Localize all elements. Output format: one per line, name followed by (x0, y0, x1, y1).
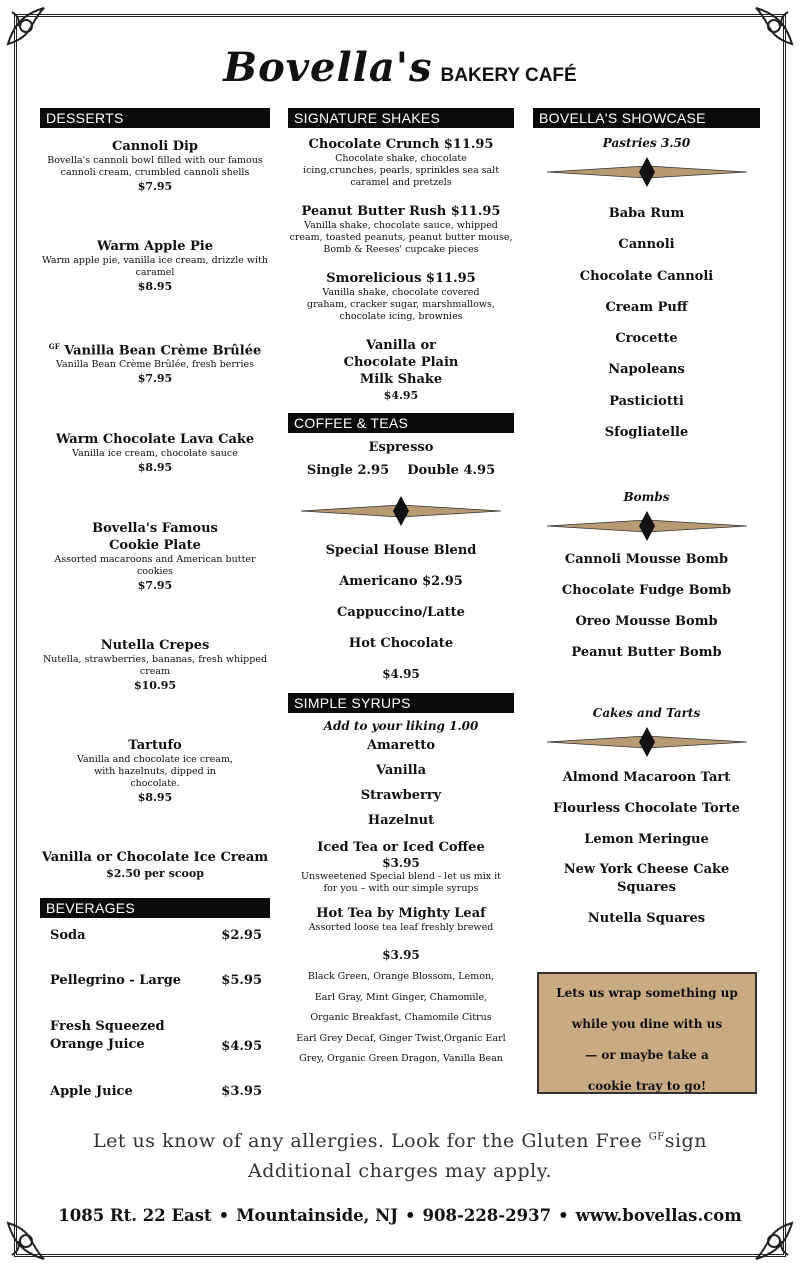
desserts-column (40, 108, 270, 881)
pastry-item: Crocette (615, 331, 678, 347)
bomb-item: Cannoli Mousse Bomb (564, 552, 729, 568)
coffee-item: Special House Blend (325, 543, 477, 558)
espresso-prices: Single 2.95 Double 4.95 (306, 463, 496, 478)
cake-item: New York Cheese Cake Squares (563, 862, 730, 896)
coffee-item: Hot Chocolate (348, 636, 454, 651)
syrup-item: Vanilla (375, 763, 426, 778)
beverage-row: Apple Juice $3.95 (50, 1084, 262, 1099)
cakes-label: Cakes and Tarts (592, 706, 701, 721)
menu-item: Smorelicious $11.95 Vanilla shake, chocolate covered graham, cracker sugar, marshmallows, chocolate icing, brownies (307, 271, 495, 322)
menu-item: Peanut Butter Rush $11.95 Vanilla shake, chocolate sauce, whipped cream, toasted peanuts, peanut butter mouse, Bomb & Reeses' cupcake pieces (289, 204, 513, 255)
beverage-row: Fresh Squeezed Orange Juice $4.95 (50, 1019, 262, 1054)
desserts-header: DESSERTS (40, 108, 270, 128)
shakes-header: SIGNATURE SHAKES (288, 108, 514, 128)
syrups-note: Add to your liking 1.00 (323, 719, 479, 733)
page-title (0, 44, 800, 91)
beverage-row: Pellegrino - Large $5.95 (50, 973, 262, 988)
cake-item: Nutella Squares (587, 911, 706, 927)
menu-item: Chocolate Crunch $11.95 Chocolate shake, chocolate icing,crunches, pearls, sprinkles sea salt caramel and pretzels (302, 137, 500, 188)
beverage-row: Soda $2.95 (50, 928, 262, 943)
coffee-item: Cappuccino/Latte (337, 605, 465, 620)
pastry-item: Baba Rum (608, 206, 685, 221)
showcase-header: BOVELLA'S SHOWCASE (533, 108, 760, 128)
pastry-item: Pasticiotti (609, 393, 684, 409)
menu-item: Vanilla or Chocolate Plain Milk Shake $4.95 (343, 338, 459, 402)
charges-note: Additional charges may apply. (247, 1160, 553, 1182)
diamond-divider-icon (547, 724, 747, 760)
menu-item: Hot Tea by Mighty Leaf Assorted loose tea leaf freshly brewed $3.95 Black Green, Orange Blossom, Lemon, Earl Gray, Mint Ginger, Chamomile, Organic Breakfast, Chamomile Citrus Earl Grey Decaf, Ginger Twist,Organic Earl Grey, Organic Green Dragon, Vanilla Bean (296, 906, 506, 1064)
corner-ornament-icon (4, 1219, 48, 1263)
cake-item: Lemon Meringue (584, 832, 709, 848)
cake-item: Almond Macaroon Tart (562, 770, 731, 786)
coffee-header: COFFEE & TEAS (288, 413, 514, 433)
wrap-promo-box: Lets us wrap something up while you dine with us — or maybe take a cookie tray to go! (537, 972, 757, 1094)
coffee-item: Americano $2.95 (339, 574, 463, 589)
menu-item: $^{GF}$ Vanilla Bean Crème Brûlée Vanilla Bean Crème Brûlée, fresh berries $7.95 (48, 342, 262, 386)
allergy-note: Let us know of any allergies. Look for the Gluten Free $^{GF}$sign (93, 1130, 707, 1152)
syrup-item: Hazelnut (367, 813, 435, 828)
gluten-free-badge: GF (648, 1131, 665, 1143)
pastry-item: Cream Puff (605, 299, 688, 315)
menu-item: Cannoli Dip Bovella's cannoli bowl filled with our famous cannoli cream, crumbled cannoli shells $7.95 (47, 139, 263, 193)
gluten-free-badge: GF (48, 342, 60, 351)
bomb-item: Oreo Mousse Bomb (575, 614, 718, 630)
corner-ornament-icon (752, 4, 796, 48)
bomb-item: Chocolate Fudge Bomb (561, 583, 732, 599)
menu-item: Warm Chocolate Lava Cake Vanilla ice cream, chocolate sauce $8.95 (55, 432, 255, 475)
corner-ornament-icon (4, 4, 48, 48)
street-address: 1085 Rt. 22 East (58, 1206, 212, 1225)
brand-subtitle: BAKERY CAFÉ (440, 65, 577, 86)
pastry-item: Sfogliatelle (604, 425, 689, 441)
bombs-label: Bombs (623, 490, 670, 505)
espresso-label: Espresso (368, 440, 434, 455)
pastries-label: Pastries 3.50 (602, 136, 691, 150)
menu-item: Bovella's Famous Cookie Plate Assorted macaroons and American butter cookies $7.95 (54, 521, 256, 593)
pastry-item: Napoleans (608, 362, 685, 378)
diamond-divider-icon (547, 154, 747, 190)
website-link[interactable]: www.bovellas.com (575, 1206, 742, 1225)
pastry-item: Chocolate Cannoli (579, 268, 714, 284)
shakes-column (288, 108, 514, 1070)
syrups-header: SIMPLE SYRUPS (288, 693, 514, 713)
bomb-item: Peanut Butter Bomb (571, 645, 722, 661)
diamond-divider-icon (301, 493, 501, 529)
syrup-item: Strawberry (360, 788, 442, 803)
city: Mountainside, NJ (236, 1206, 398, 1225)
menu-item: Warm Apple Pie Warm apple pie, vanilla ice cream, drizzle with caramel $8.95 (41, 239, 269, 293)
beverages-section (40, 898, 270, 1099)
diamond-divider-icon (547, 508, 747, 544)
coffee-price: $4.95 (382, 667, 420, 681)
showcase-column (533, 108, 760, 934)
menu-item: Tartufo Vanilla and chocolate ice cream, with hazelnuts, dipped in chocolate. $8.95 (77, 738, 233, 805)
menu-item: Nutella Crepes Nutella, strawberries, bananas, fresh whipped cream $10.95 (42, 638, 268, 693)
menu-item: Iced Tea or Iced Coffee $3.95 Unsweetened Special blend - let us mix it for you – with our simple syrups (301, 840, 501, 894)
phone-number[interactable]: 908-228-2937 (422, 1206, 552, 1225)
pastry-item: Cannoli (618, 237, 675, 253)
menu-item: Vanilla or Chocolate Ice Cream $2.50 per scoop (41, 850, 269, 881)
corner-ornament-icon (752, 1219, 796, 1263)
cake-item: Flourless Chocolate Torte (553, 801, 740, 817)
syrup-item: Amaretto (366, 738, 436, 753)
address-line: 1085 Rt. 22 East • Mountainside, NJ • 908-228-2937 • www.bovellas.com (58, 1206, 742, 1225)
brand-name: Bovella's (223, 44, 433, 91)
beverages-header: BEVERAGES (40, 898, 270, 918)
